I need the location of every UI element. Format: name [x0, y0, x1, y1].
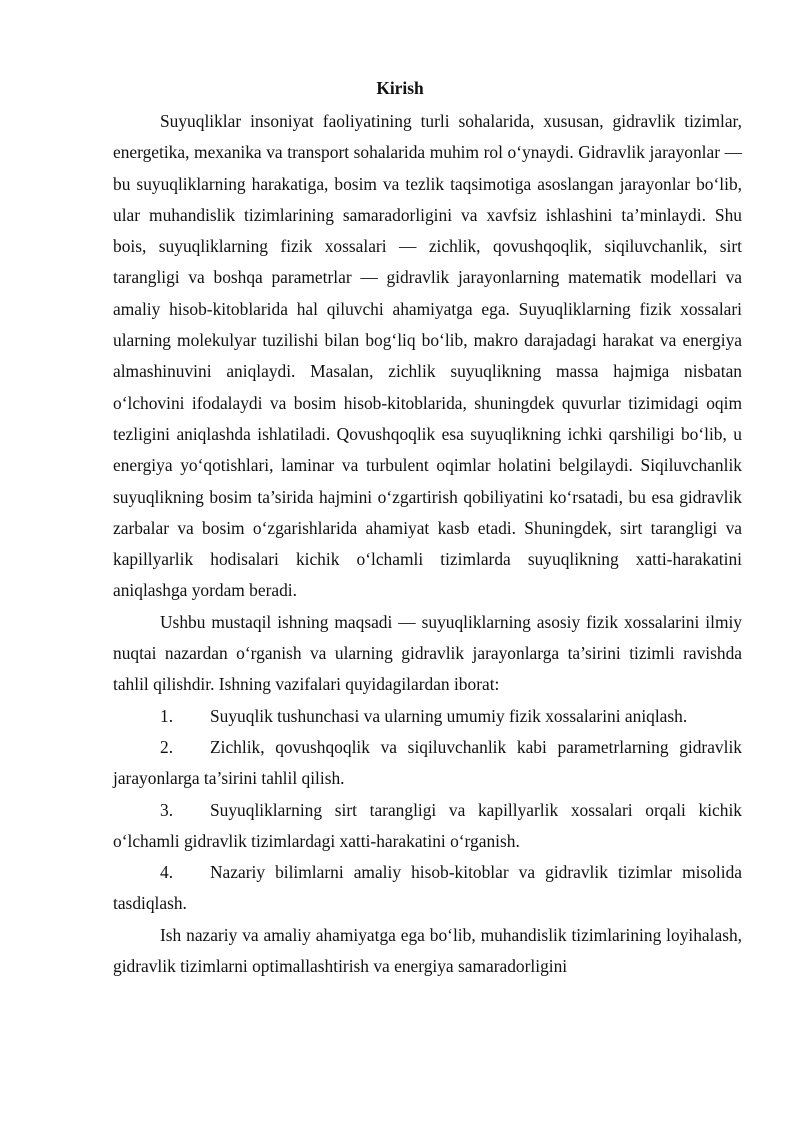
task-number: 2. [160, 736, 174, 757]
document-body [113, 106, 742, 982]
task-text: Nazariy bilimlarni amaliy hisob-kitoblar va gidravlik tizimlar misolida tasdiqlash. [113, 862, 742, 914]
task-item-3 [113, 795, 742, 858]
aim-paragraph: Ushbu mustaqil ishning maqsadi — suyuqliklarning asosiy fizik xossalarini ilmiy nuqtai nazardan o‘rganish va ularning gidravlik jarayonlarga ta’sirini tizimli ravishda tahlil qilishdir. Ishning vazifalari quyidagilardan iborat: [113, 611, 742, 695]
closing-paragraph: Ish nazariy va amaliy ahamiyatga ega bo‘lib, muhandislik tizimlarining loyihalash, gidravlik tizimlarni optimallashtirish va energiya samaradorligini [113, 924, 742, 977]
task-text: Suyuqliklarning sirt tarangligi va kapillyarlik xossalari orqali kichik o‘lchamli gidravlik tizimlardagi xatti-harakatini o‘rganish. [113, 799, 742, 851]
intro-paragraph: Suyuqliklar insoniyat faoliyatining turli sohalarida, xususan, gidravlik tizimlar, energetika, mexanika va transport sohalarida muhim rol o‘ynaydi. Gidravlik jarayonlar — bu suyuqliklarning harakatiga, bosim va tezlik taqsimotiga asoslangan jarayonlar bo‘lib, ular muhandislik tizimlarining samaradorligini va xavfsiz ishlashini ta’minlaydi. Shu bois, suyuqliklarning fizik xossalari — zichlik, qovushqoqlik, siqiluvchanlik, sirt tarangligi va boshqa parametrlar — gidravlik jarayonlarning matematik modellari va amaliy hisob-kitoblarida hal qiluvchi ahamiyatga ega. Suyuqliklarning fizik xossalari ularning molekulyar tuzilishi bilan bog‘liq bo‘lib, makro darajadagi harakat va energiya almashinuvini aniqlaydi. Masalan, zichlik suyuqlikning massa hajmiga nisbatan o‘lchovini ifodalaydi va bosim hisob-kitoblarida, shuningdek quvurlar tizimidagi oqim tezligini aniqlashda ishlatiladi. Qovushqoqlik esa suyuqlikning ichki qarshiligi bo‘lib, u energiya yo‘qotishlari, laminar va turbulent oqimlar holatini belgilaydi. Siqiluvchanlik suyuqlikning bosim ta’sirida hajmini o‘zgartirish qobiliyatini ko‘rsatadi, bu esa gidravlik zarbalar va bosim o‘zgarishlarida ahamiyat kasb etadi. Shuningdek, sirt tarangligi va kapillyarlik hodisalari kichik o‘lchamli tizimlarda suyuqlikning xatti-harakatini aniqlashga yordam beradi. [113, 111, 742, 601]
task-number: 3. [160, 799, 174, 820]
page-title: Kirish [376, 78, 424, 98]
task-text: Zichlik, qovushqoqlik va siqiluvchanlik kabi parametrlarning gidravlik jarayonlarga ta’sirini tahlil qilish. [113, 736, 742, 789]
task-text: Suyuqlik tushunchasi va ularning umumiy fizik xossalarini aniqlash. [210, 705, 688, 726]
task-item-4 [113, 857, 742, 920]
task-number: 1. [160, 705, 174, 726]
task-number: 4. [160, 862, 174, 883]
task-item-1 [113, 701, 742, 732]
task-item-2 [113, 732, 742, 795]
